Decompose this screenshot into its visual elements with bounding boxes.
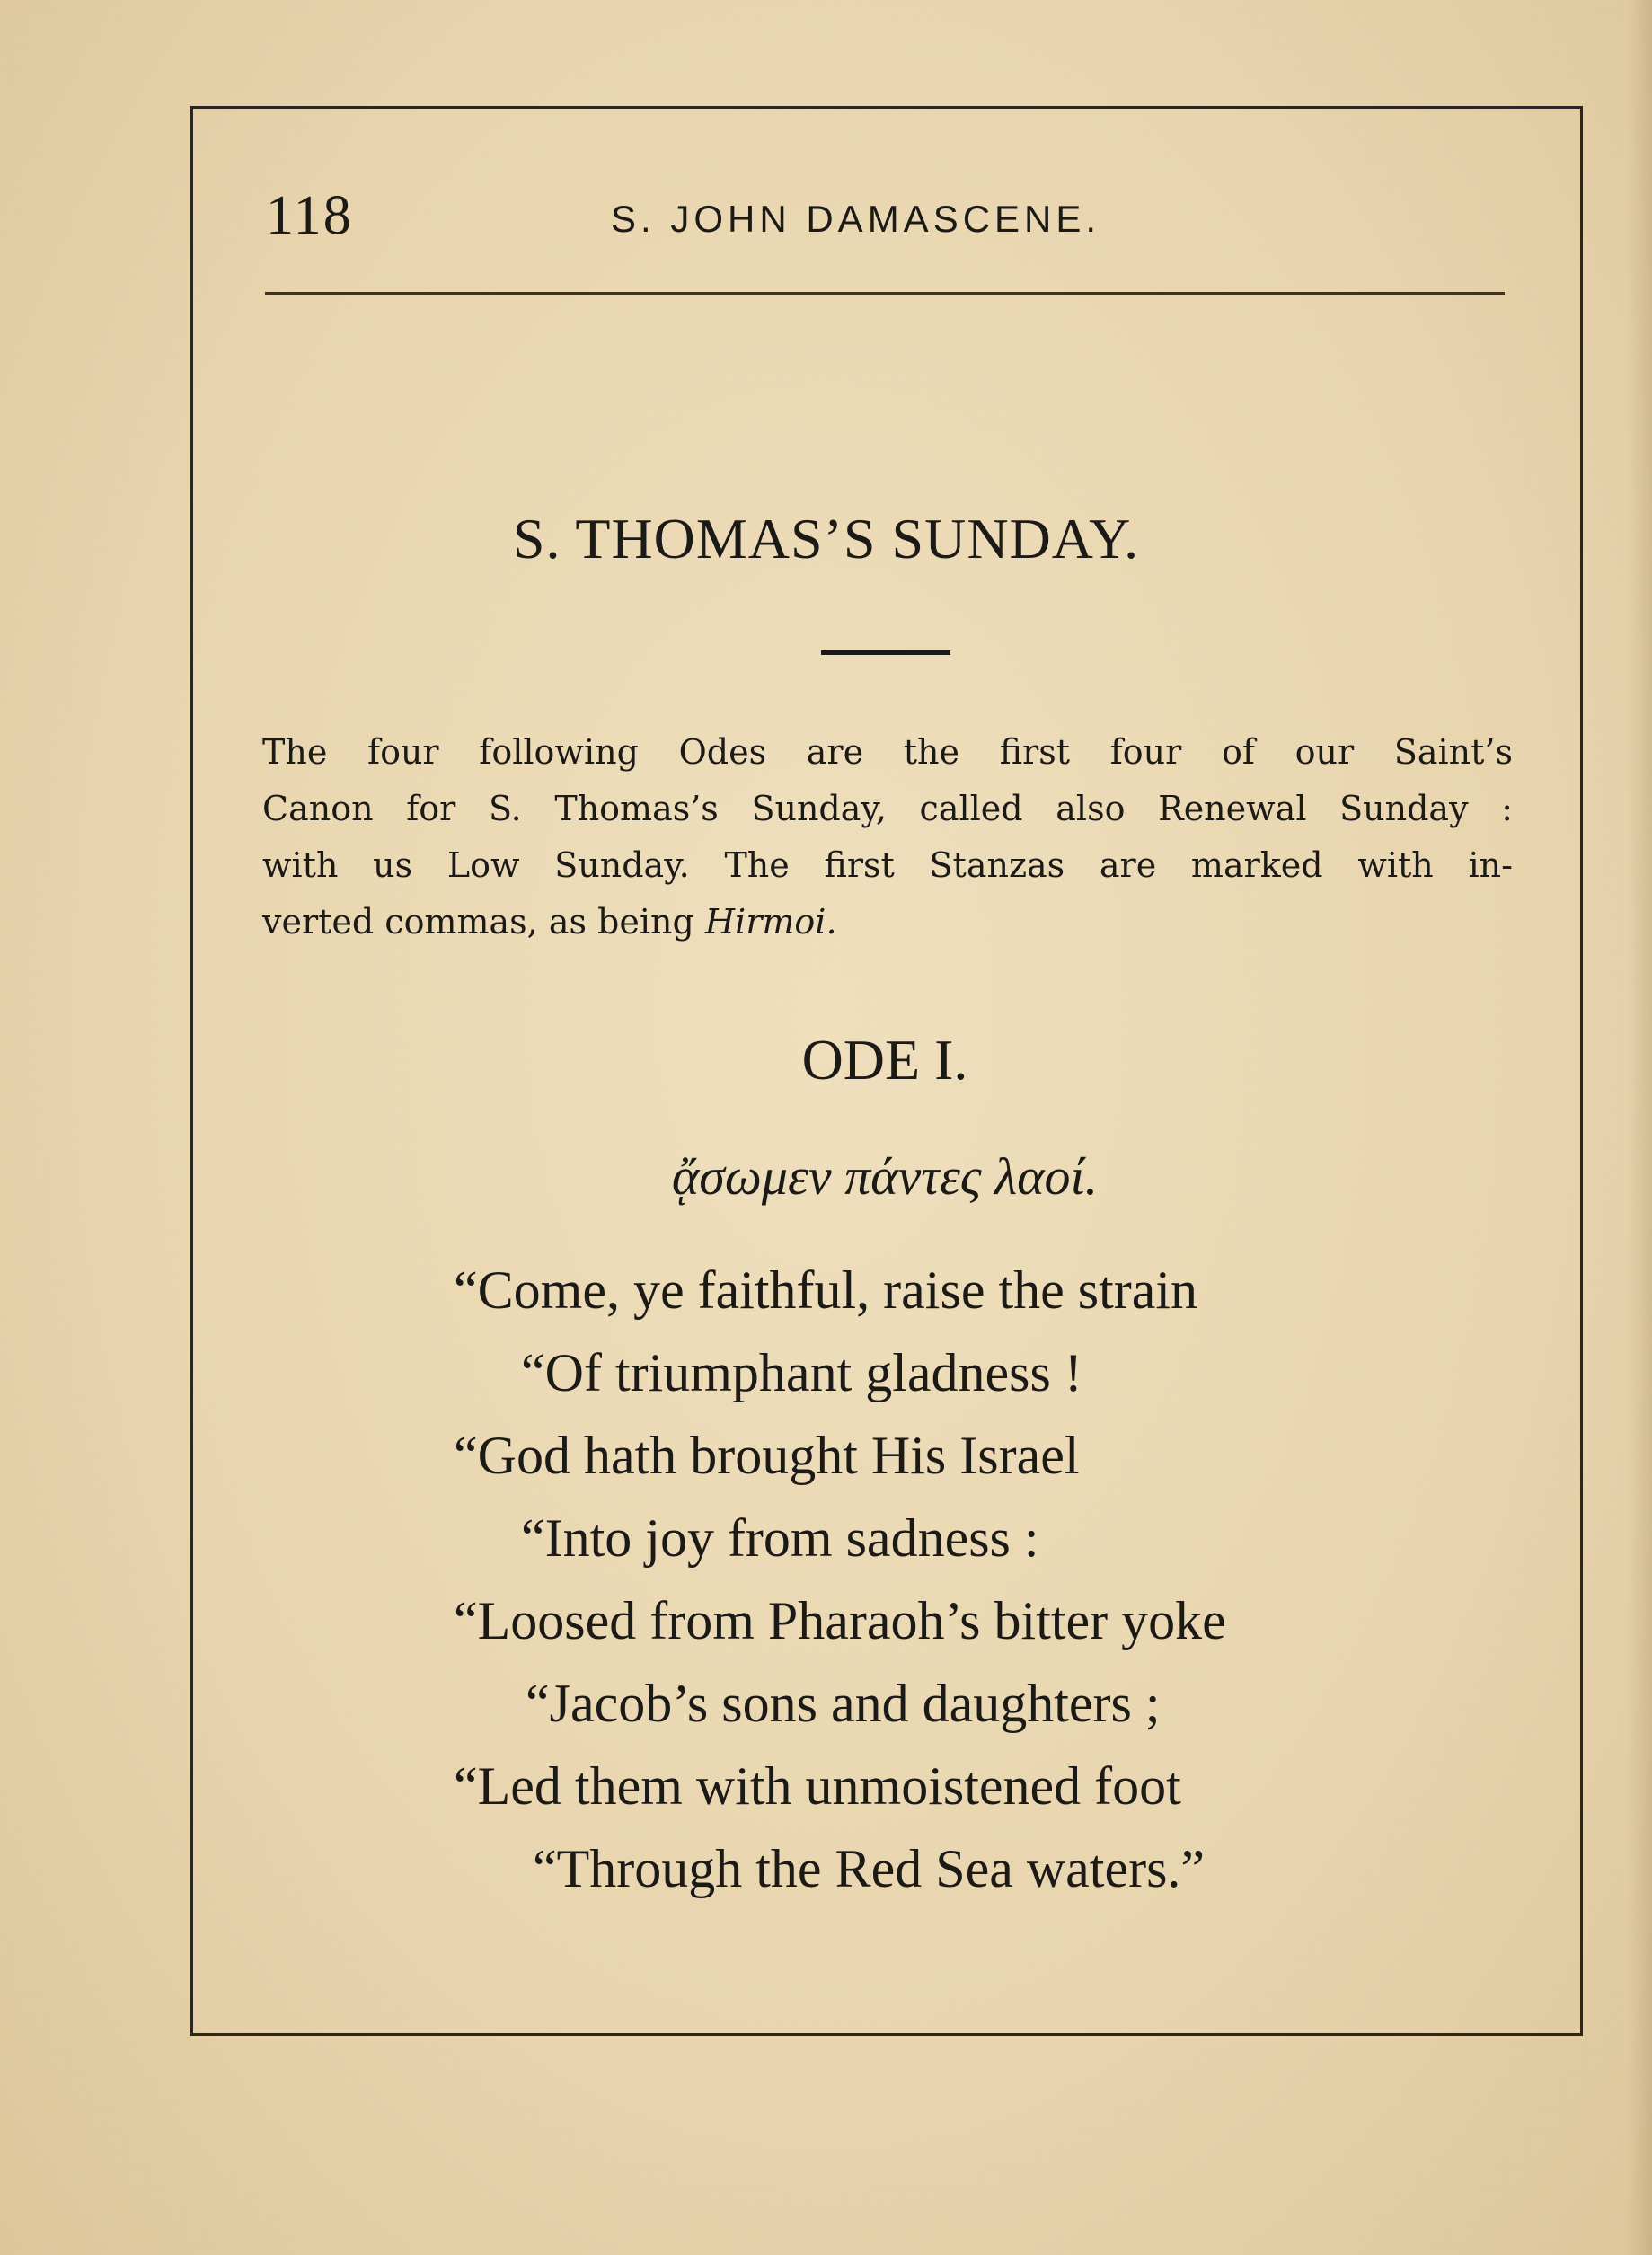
verse-line: “Through the Red Sea waters.” [533, 1839, 1206, 1898]
verse-line: “Led them with unmoistened foot [454, 1756, 1181, 1816]
intro-line: Canon for S. Thomas’s Sunday, called also Renewal Sunday : [262, 789, 1513, 828]
running-head [261, 180, 1518, 252]
intro-line: with us Low Sunday. The first Stanzas are marked with in- [262, 845, 1513, 885]
running-title: S. JOHN DAMASCENE. [611, 198, 1101, 240]
verse-line: “Come, ye faithful, raise the strain [454, 1260, 1198, 1320]
page-number: 118 [266, 185, 353, 246]
intro-italic-word: Hirmoi. [704, 902, 837, 942]
verse-line: “Into joy from sadness : [521, 1508, 1039, 1568]
verse-line: “Loosed from Pharaoh’s bitter yoke [454, 1591, 1226, 1650]
page-edge-shadow [1627, 0, 1652, 2255]
verse-line: “Of triumphant gladness ! [521, 1343, 1082, 1402]
intro-line-last [262, 894, 1513, 951]
intro-paragraph [262, 724, 1513, 951]
verse-line: “Jacob’s sons and daughters ; [526, 1674, 1161, 1733]
intro-line-text: verted commas, as being [262, 902, 694, 942]
ode-title: ODE I. [801, 1028, 968, 1092]
intro-line: The four following Odes are the first four of our Saint’s [262, 732, 1513, 772]
title-rule [821, 650, 950, 655]
header-rule [265, 292, 1505, 295]
verse-stanza [454, 1249, 1442, 1910]
greek-incipit: ᾄσωμεν πάντες λαοί. [671, 1147, 1099, 1206]
verse-line: “God hath brought His Israel [454, 1426, 1080, 1485]
section-title: S. THOMAS’S SUNDAY. [512, 507, 1140, 570]
